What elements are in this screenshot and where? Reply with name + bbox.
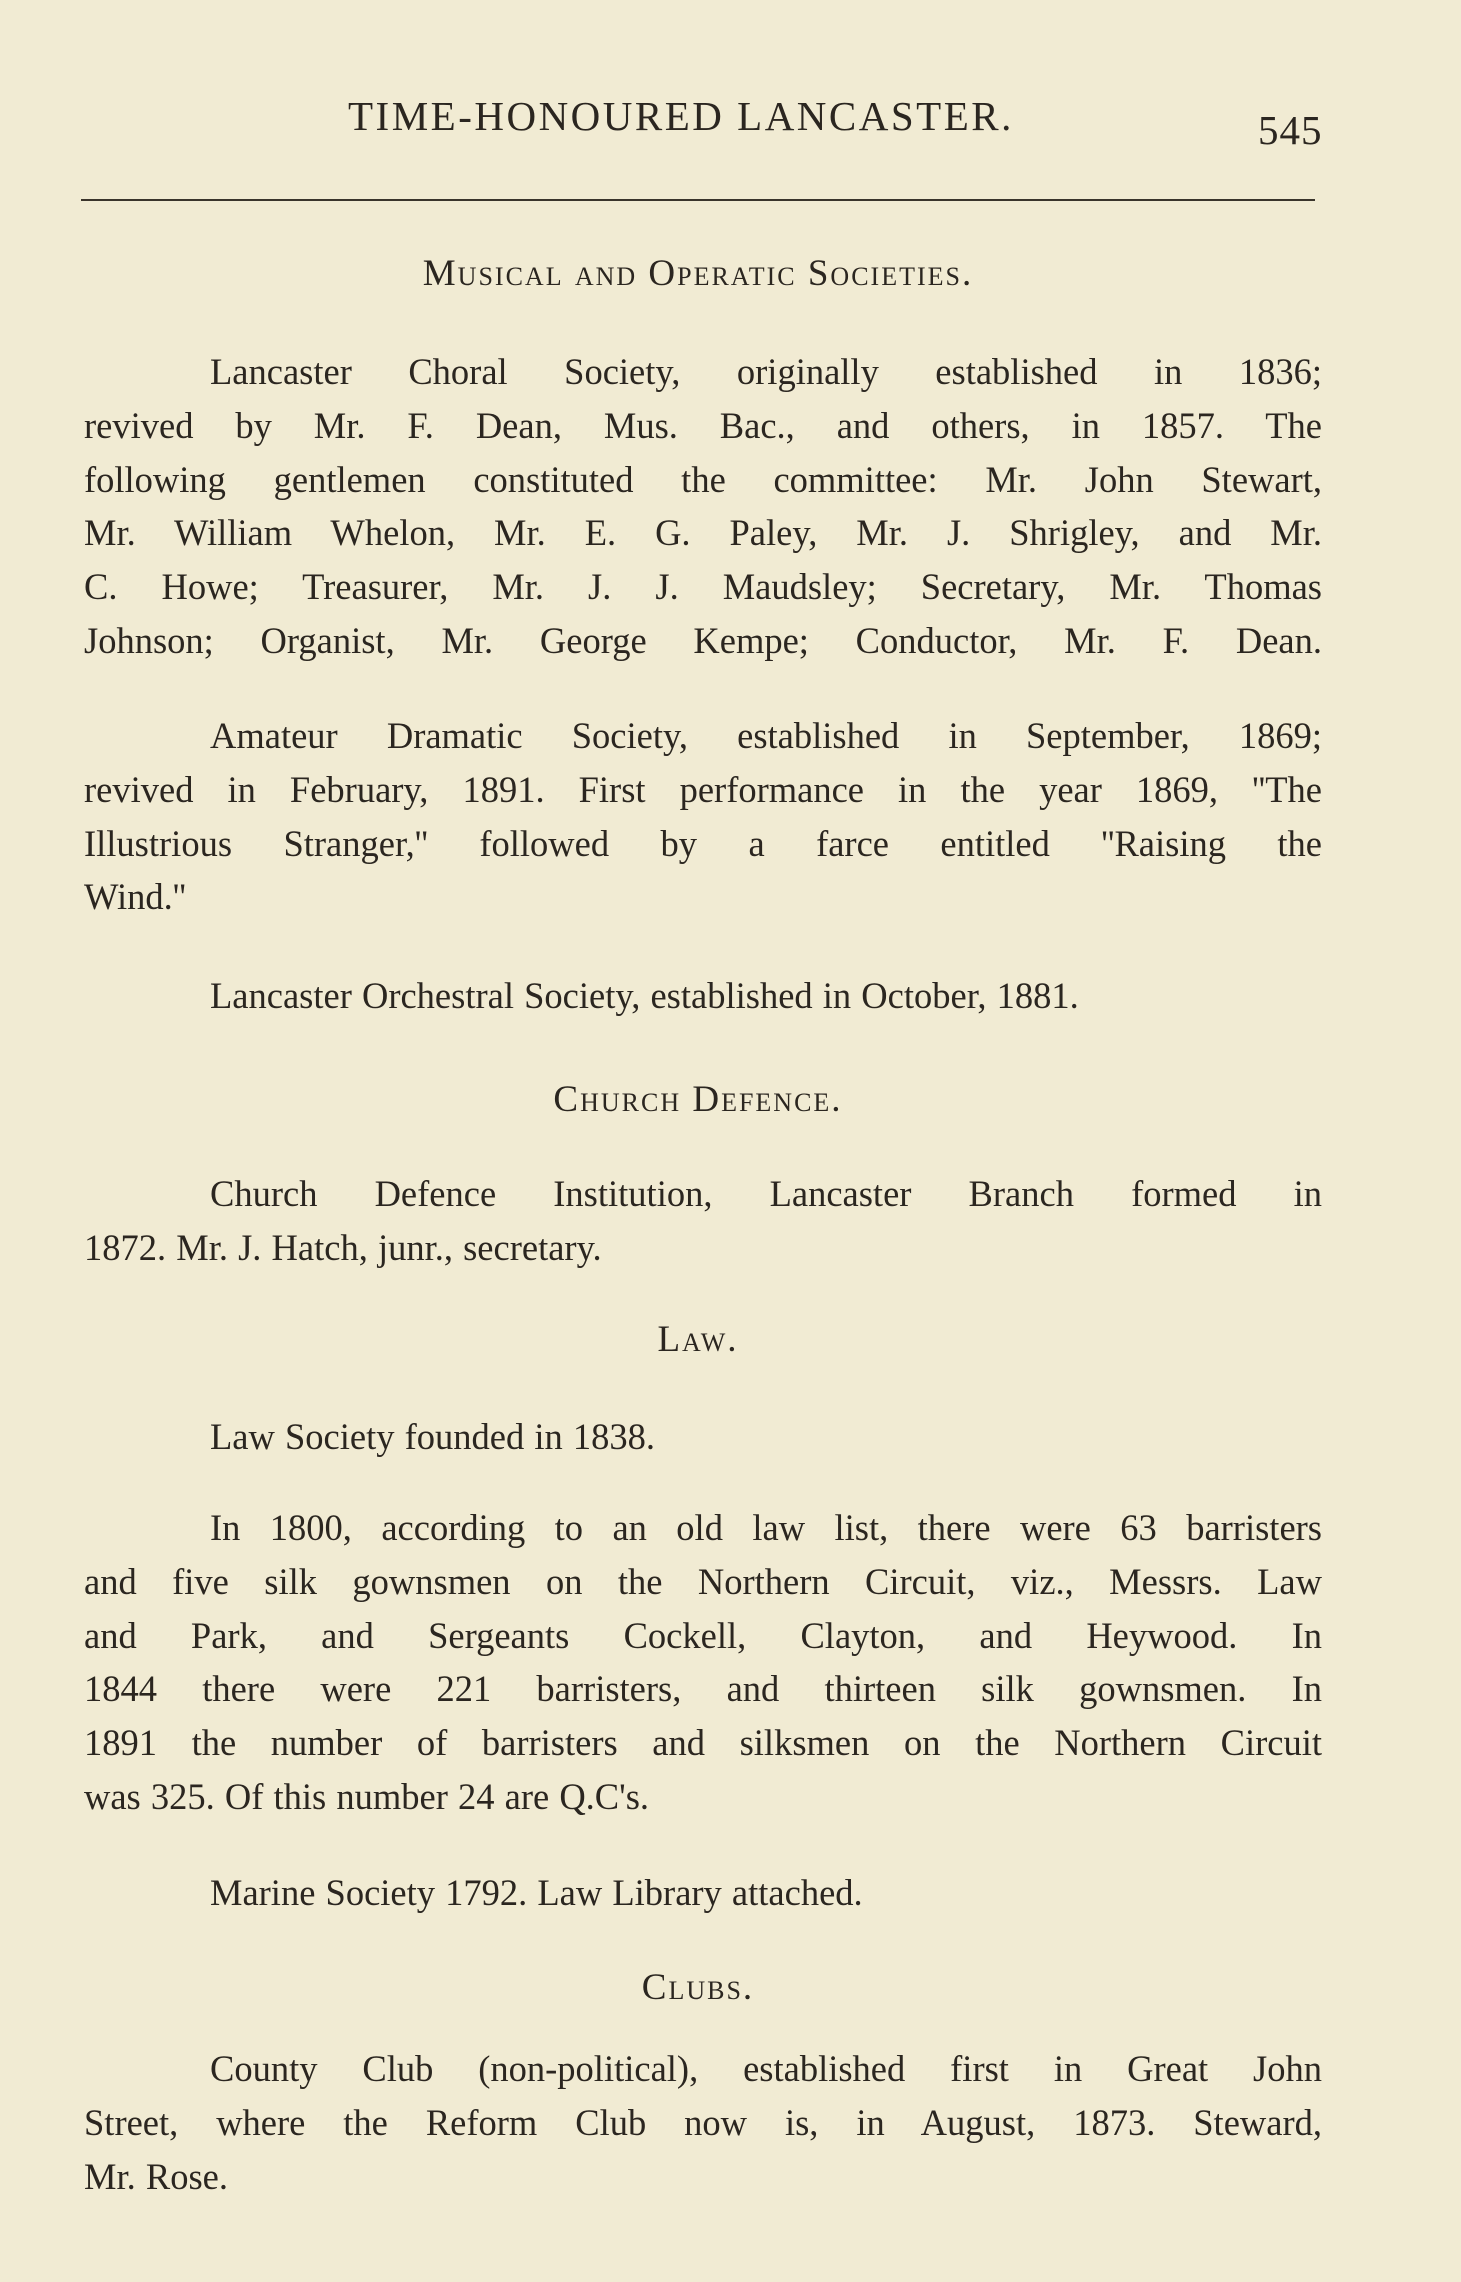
- paragraph-orchestral-society: [84, 969, 1322, 1023]
- text-line: Lancaster Choral Society, originally established in 1836;: [210, 351, 1322, 392]
- paragraph-church-defence: [84, 1167, 1322, 1275]
- section-heading-clubs: Clubs.: [641, 1967, 755, 2008]
- text-line: Mr. Rose.: [84, 2155, 228, 2197]
- paragraph-law-society: [84, 1410, 1322, 1464]
- text-line: In 1800, according to an old law list, there were 63 barristers: [210, 1507, 1322, 1548]
- page-number: 545: [1258, 107, 1323, 153]
- text-line: Lancaster Orchestral Society, established in October, 1881.: [210, 975, 1079, 1016]
- header-rule: [81, 199, 1315, 201]
- text-line: revived by Mr. F. Dean, Mus. Bac., and others, in 1857. The: [84, 404, 1322, 446]
- running-title: TIME-HONOURED LANCASTER.: [348, 93, 1014, 139]
- text-line: Johnson; Organist, Mr. George Kempe; Conductor, Mr. F. Dean.: [84, 619, 1322, 661]
- text-line: Law Society founded in 1838.: [210, 1416, 655, 1457]
- paragraph-barristers: [84, 1501, 1322, 1824]
- text-line: and five silk gownsmen on the Northern Circuit, viz., Messrs. Law: [84, 1560, 1322, 1602]
- text-line: following gentlemen constituted the committee: Mr. John Stewart,: [84, 458, 1322, 500]
- text-line: Amateur Dramatic Society, established in September, 1869;: [210, 715, 1322, 756]
- text-line: Marine Society 1792. Law Library attached.: [210, 1872, 863, 1913]
- text-line: was 325. Of this number 24 are Q.C's.: [84, 1775, 650, 1817]
- text-line: Wind.'': [84, 876, 186, 918]
- text-line: 1891 the number of barristers and silksmen on the Northern Circuit: [84, 1722, 1322, 1764]
- text-line: C. Howe; Treasurer, Mr. J. J. Maudsley; Secretary, Mr. Thomas: [84, 566, 1322, 608]
- section-heading-church-defence: Church Defence.: [553, 1079, 843, 1120]
- paragraph-choral-society: [84, 345, 1322, 668]
- text-line: and Park, and Sergeants Cockell, Clayton, and Heywood. In: [84, 1614, 1322, 1656]
- section-heading-law: Law.: [657, 1319, 739, 1360]
- paragraph-dramatic-society: [84, 709, 1322, 924]
- paragraph-marine-society: [84, 1866, 1322, 1920]
- text-line: revived in February, 1891. First performance in the year 1869, ''The: [84, 768, 1322, 810]
- text-line: County Club (non-political), established first in Great John: [210, 2048, 1322, 2089]
- text-line: 1844 there were 221 barristers, and thirteen silk gownsmen. In: [84, 1668, 1322, 1710]
- text-line: Church Defence Institution, Lancaster Branch formed in: [210, 1173, 1322, 1214]
- section-heading-musical: Musical and Operatic Societies.: [422, 253, 974, 294]
- text-line: Mr. William Whelon, Mr. E. G. Paley, Mr. J. Shrigley, and Mr.: [84, 512, 1322, 554]
- text-line: 1872. Mr. J. Hatch, junr., secretary.: [84, 1226, 602, 1268]
- paragraph-county-club: [84, 2042, 1322, 2203]
- text-line: Illustrious Stranger,'' followed by a farce entitled ''Raising the: [84, 822, 1322, 864]
- text-line: Street, where the Reform Club now is, in August, 1873. Steward,: [84, 2101, 1322, 2143]
